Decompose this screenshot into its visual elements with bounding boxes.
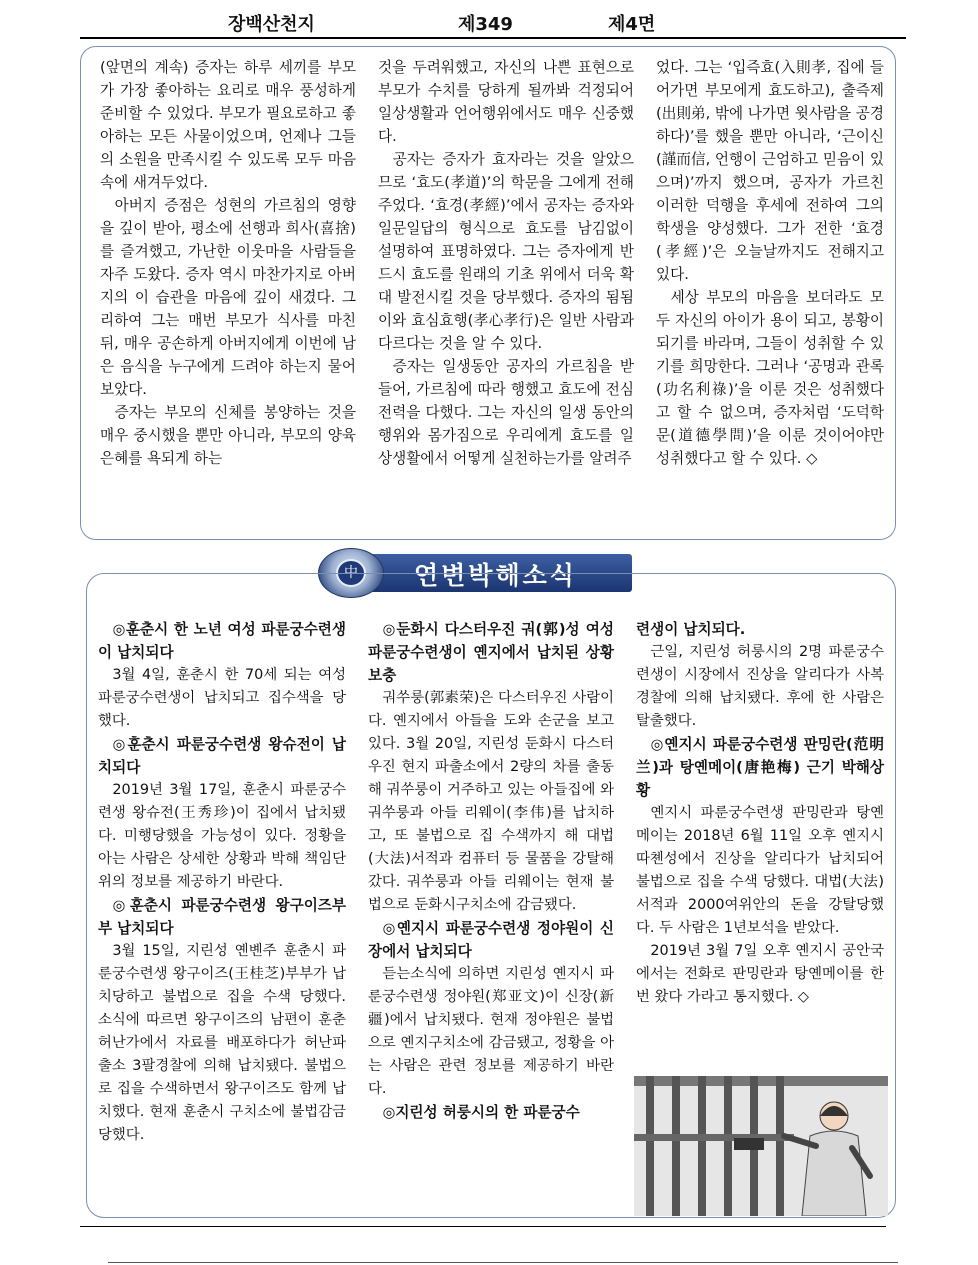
header-rule — [80, 37, 906, 39]
issue-number: 제349 — [458, 14, 513, 35]
news-paragraph: 3월 15일, 지린성 옌볜주 훈춘시 파룬궁수련생 왕구이즈(王桂芝)부부가 납치당하고 불법으로 집을 수색 당했다. 소식에 따르면 왕구이즈의 남편이 훈춘 허난가에서 자료를 배포하다가 허난파출소 3팔경찰에 의해 납치됐다. 불법으로 집을 수색하면서 왕구이즈도 함께 납치했다. 현재 훈춘시 구치소에 불법감금당했다. — [98, 943, 346, 1143]
page-header — [80, 8, 906, 36]
footer-rule — [80, 1226, 886, 1227]
news-headline: ◎옌지시 파룬궁수련생 정야원이 신장에서 납치되다 — [368, 920, 614, 960]
emblem-glyph: 中 — [336, 559, 366, 587]
footer-rule-2 — [108, 1262, 898, 1263]
news-column-3 — [636, 618, 884, 1009]
news-paragraph: 듣는소식에 의하면 지린성 옌지시 파룬궁수련생 정야원(郑亚文)이 신장(新疆)에서 납치됐다. 현재 정야원은 불법으로 옌지구치소에 감금됐고, 정황을 아는 사람은 관련 정보를 제공하기 바란다. — [368, 966, 614, 1097]
article-column-3 — [656, 56, 884, 470]
news-paragraph: 2019년 3월 17일, 훈춘시 파룬궁수련생 왕슈전(王秀珍)이 집에서 납치됐다. 미행당했을 가능성이 있다. 정황을 아는 사람은 상세한 상황과 박해 책임단위의 정보를 제공하기 바란다. — [98, 782, 346, 890]
article-paragraph: 것을 두려워했고, 자신의 나쁜 표현으로 부모가 수치를 당하게 될까봐 걱정되어 일상생활과 언어행위에서도 매우 신중했다. — [378, 59, 634, 145]
news-headline: ◎훈춘시 파룬궁수련생 왕슈전이 납치되다 — [98, 736, 346, 776]
news-headline: ◎훈춘시 파룬궁수련생 왕구이즈부부 납치되다 — [98, 897, 346, 937]
news-column-1 — [98, 618, 346, 1147]
news-paragraph: 근일, 지린성 허룽시의 2명 파룬궁수련생이 시장에서 진상을 알리다가 사복경찰에 의해 납치됐다. 후에 한 사람은 탈출했다. — [636, 644, 884, 729]
article-paragraph: 증자는 일생동안 공자의 가르침을 받들어, 가르침에 따라 행했고 효도에 전심전력을 다했다. 그는 자신의 일생 동안의 행위와 몸가짐으로 우리에게 효도를 일상생활에서 어떻게 실천하는가를 알려주 — [378, 358, 634, 467]
illustration-svg — [634, 1076, 888, 1216]
news-paragraph: 궈쑤룽(郭素荣)은 다스터우진 사람이다. 옌지에서 아들을 도와 손군을 보고있다. 3월 20일, 지린성 둔화시 다스터우진 현지 파출소에서 2량의 차를 출동해 궈쑤룽이 거주하고 있는 아들집에 와 궈쑤룽과 아들 리웨이(李伟)를 납치하고, 또 불법으로 집 수색까지 해 대법(大法)서적과 컴퓨터 등 물품을 강탈해 갔다. 궈쑤룽과 아들 리웨이는 현재 불법으로 둔화시구치소에 감금됐다. — [368, 690, 614, 913]
news-headline: ◎훈춘시 한 노년 여성 파룬궁수련생이 납치되다 — [98, 621, 346, 661]
article-paragraph: 증자는 부모의 신체를 봉양하는 것을 매우 중시했을 뿐만 아니라, 부모의 양육 은혜를 욕되게 하는 — [100, 404, 356, 467]
news-headline: ◎둔화시 다스터우진 궈(郭)성 여성 파룬궁수련생이 옌지에서 납치된 상황보충 — [368, 621, 614, 684]
article-paragraph: 공자는 증자가 효자라는 것을 알았으므로 ‘효도(孝道)’의 학문을 그에게 전해주었다. ‘효경(孝經)’에서 공자는 증자와 일문일답의 형식으로 효도를 남김없이 설명하여 표명하였다. 그는 증자에게 반드시 효도를 원래의 기초 위에서 더욱 확대 발전시킬 것을 당부했다. 증자의 됨됨이와 효심효행(孝心孝行)은 일반 사람과 다르다는 것을 알 수 있다. — [378, 151, 634, 352]
news-headline: 련생이 납치되다. — [636, 621, 746, 638]
news-paragraph: 2019년 3월 7일 오후 옌지시 공안국에서는 전화로 판밍란과 탕옌메이를 한번 왔다 가라고 통지했다. ◇ — [636, 943, 884, 1005]
news-paragraph: 3월 4일, 훈춘시 한 70세 되는 여성 파룬궁수련생이 납치되고 집수색을 당했다. — [98, 667, 346, 729]
publication-title: 장백산천지 — [228, 14, 315, 35]
article-paragraph: (앞면의 계속) 증자는 하루 세끼를 부모가 가장 좋아하는 요리로 매우 풍성하게 준비할 수 있었다. 부모가 필요로하고 좋아하는 모든 사물이었으며, 언제나 그들의 소원을 만족시킬 수 있도록 모두 마음속에 새겨두었다. — [100, 59, 356, 191]
article-paragraph: 아버지 증점은 성현의 가르침의 영향을 깊이 받아, 평소에 선행과 희사(喜捨)를 즐겨했고, 가난한 이웃마을 사람들을 자주 도왔다. 증자 역시 마찬가지로 아버지의 이 습관을 마음에 깊이 새겼다. 그리하여 그는 매번 부모가 식사를 마친 뒤, 매우 공손하게 아버지에게 이번에 남은 음식을 누구에게 드려야 하는지 물어보았다. — [100, 197, 356, 398]
news-paragraph: 옌지시 파룬궁수련생 판밍란과 탕옌메이는 2018년 6월 11일 오후 옌지시 따쳰성에서 진상을 알리다가 납치되어 불법으로 집을 수색 당했다. 대법(大法)서적과 2000여위안의 돈을 강탈당했다. 두 사람은 1년보석을 받았다. — [636, 805, 884, 936]
article-paragraph: 세상 부모의 마음을 보더라도 모두 자신의 아이가 용이 되고, 봉황이 되기를 바라며, 그들이 성취할 수 있기를 희망한다. 그러나 ‘공명과 관록(功名利祿)’을 이룬 것은 성취했다고 할 수 없으며, 증자처럼 ‘도덕학문(道德學問)’을 이룬 것이어야만 성취했다고 할 수 있다. ◇ — [656, 289, 884, 467]
prison-bars-figure-icon — [634, 1076, 888, 1216]
news-column-2 — [368, 618, 614, 1124]
page-number: 제4면 — [608, 14, 656, 35]
article-column-1 — [100, 56, 356, 470]
article-paragraph: 었다. 그는 ‘입즉효(入則孝, 집에 들어가면 부모에게 효도하고), 출즉제(出則弟, 밖에 나가면 윗사람을 공경하다)’를 했을 뿐만 아니라, ‘근이신(謹而信, 언행이 근엄하고 믿음이 있으며)’까지 했으며, 공자가 가르친 이러한 덕행을 후세에 전하여 그의 학생을 양성했다. 그가 전한 ‘효경(孝經)’은 오늘날까지도 전해지고 있다. — [656, 59, 884, 283]
news-headline: ◎지린성 허룽시의 한 파룬궁수 — [382, 1104, 580, 1121]
section-title: 연변박해소식 — [414, 561, 577, 590]
news-headline: ◎옌지시 파룬궁수련생 판밍란(范明兰)과 탕옌메이(唐艳梅) 근기 박해상황 — [636, 736, 884, 799]
article-column-2 — [378, 56, 634, 470]
